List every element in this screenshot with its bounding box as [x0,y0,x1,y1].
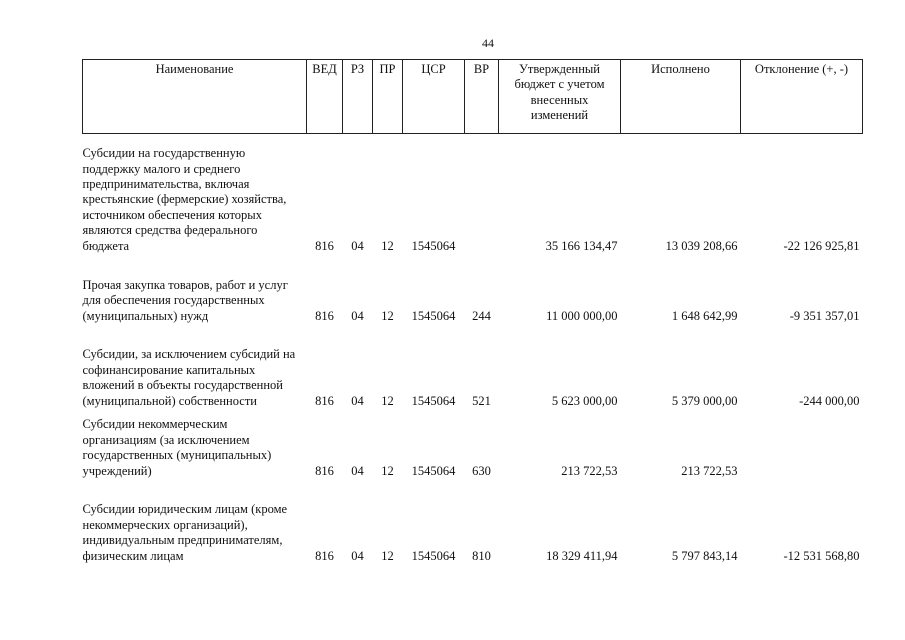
row-pr: 12 [381,463,394,478]
header-deviation: Отклонение (+, -) [741,60,863,134]
row-csr: 1545064 [411,548,456,563]
row-vr: 244 [472,308,491,323]
header-csr: ЦСР [403,60,465,134]
page-number: 44 [482,36,494,50]
row-deviation: -9 351 357,01 [789,308,860,323]
row-name: Субсидии некоммерческим организациям (за исключением государственных (муниципальных) учреждений) [82,417,272,478]
row-executed: 213 722,53 [681,463,738,478]
row-csr: 1545064 [411,308,456,323]
row-csr: 1545064 [411,238,456,253]
row-csr: 1545064 [411,393,456,408]
row-rz: 04 [351,238,364,253]
header-rz: РЗ [343,60,373,134]
row-deviation [741,409,863,479]
row-ved: 816 [315,548,334,563]
row-executed: 5 797 843,14 [671,548,738,563]
row-rz: 04 [351,548,364,563]
row-approved: 18 329 411,94 [546,548,618,563]
table-row [83,324,863,409]
row-rz: 04 [351,393,364,408]
row-approved: 5 623 000,00 [551,393,618,408]
row-vr: 630 [472,463,491,478]
row-rz: 04 [351,308,364,323]
row-name: Субсидии юридическим лицам (кроме некоммерческих организаций), индивидуальным предпринимателям, физическим лицам [82,502,288,563]
row-executed: 1 648 642,99 [671,308,738,323]
header-name: Наименование [83,60,307,134]
row-ved: 816 [315,308,334,323]
row-pr: 12 [381,238,394,253]
row-pr: 12 [381,308,394,323]
row-pr: 12 [381,393,394,408]
table-row [83,134,863,255]
header-approved-budget: Утвержденный бюджет с учетом внесенных изменений [499,60,621,134]
row-approved: 35 166 134,47 [545,238,618,253]
row-deviation: -244 000,00 [799,393,860,408]
row-deviation: -22 126 925,81 [783,238,860,253]
table-row [83,409,863,479]
header-vr: ВР [465,60,499,134]
row-vr: 521 [472,393,491,408]
table-header-row [83,60,863,134]
row-approved: 213 722,53 [561,463,618,478]
row-approved: 11 000 000,00 [546,308,618,323]
row-executed: 5 379 000,00 [671,393,738,408]
header-executed: Исполнено [621,60,741,134]
header-pr: ПР [373,60,403,134]
row-deviation: -12 531 568,80 [783,548,860,563]
row-rz: 04 [351,463,364,478]
table-row [83,254,863,324]
row-vr: 810 [472,548,491,563]
row-name: Субсидии на государственную поддержку малого и среднего предпринимательства, включая крестьянские (фермерские) хозяйства, источником обеспечения которых являются средства федерального бюджета [82,146,287,253]
row-ved: 816 [315,238,334,253]
row-name: Субсидии, за исключением субсидий на софинансирование капитальных вложений в объекты государственной (муниципальной) собственности [82,347,296,408]
row-name: Прочая закупка товаров, работ и услуг для обеспечения государственных (муниципальных) нужд [82,277,288,323]
header-ved: ВЕД [307,60,343,134]
row-ved: 816 [315,463,334,478]
row-csr: 1545064 [411,463,456,478]
budget-execution-table [82,59,863,564]
row-pr: 12 [381,548,394,563]
row-executed: 13 039 208,66 [665,238,738,253]
row-ved: 816 [315,393,334,408]
row-vr [465,134,499,255]
table-row [83,479,863,564]
